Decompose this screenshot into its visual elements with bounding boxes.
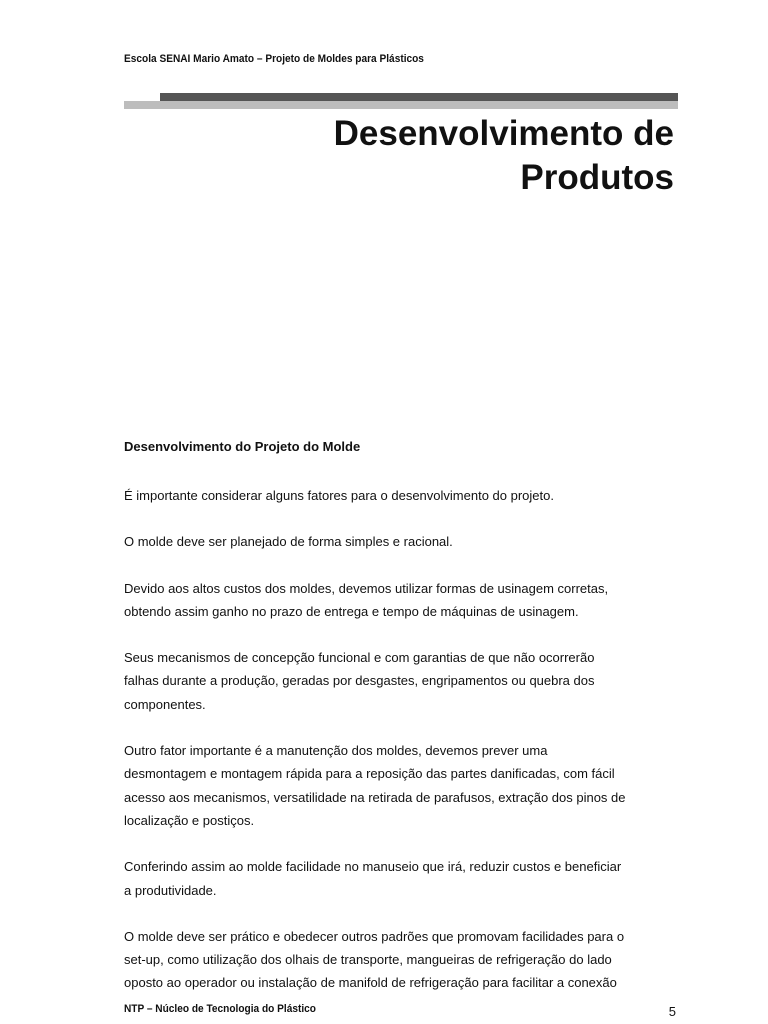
chapter-title-line-2: Produtos [520, 158, 674, 197]
chapter-title [174, 112, 674, 200]
paragraph-line: Devido aos altos custos dos moldes, devemos utilizar formas de usinagem corretas, [124, 580, 609, 596]
section-heading: Desenvolvimento do Projeto do Molde [124, 439, 361, 454]
header-rule-dark [160, 93, 678, 101]
paragraph-line: localização e postiços. [124, 812, 255, 828]
page-header: Escola SENAI Mario Amato – Projeto de Moldes para Plásticos [124, 53, 424, 65]
paragraph-4 [124, 646, 684, 716]
header-rule-light [124, 101, 678, 109]
paragraph-line: É importante considerar alguns fatores para o desenvolvimento do projeto. [124, 488, 554, 503]
paragraph-line: set-up, como utilização dos olhais de transporte, mangueiras de refrigeração do lado [124, 952, 612, 968]
paragraph-line: O molde deve ser prático e obedecer outros padrões que promovam facilidades para o [124, 928, 625, 944]
chapter-title-line-1: Desenvolvimento de [333, 114, 674, 153]
paragraph-line: obtendo assim ganho no prazo de entrega e tempo de máquinas de usinagem. [124, 603, 579, 619]
paragraph-3 [124, 577, 684, 624]
paragraph-7 [124, 925, 684, 995]
paragraph-6 [124, 855, 684, 902]
page-footer: NTP – Núcleo de Tecnologia do Plástico [124, 1003, 316, 1015]
paragraph-line: O molde deve ser planejado de forma simples e racional. [124, 534, 453, 550]
paragraph-line: a produtividade. [124, 882, 217, 898]
paragraph-2 [124, 530, 684, 553]
page-number: 5 [668, 1004, 676, 1019]
paragraph-5 [124, 739, 684, 832]
paragraph-line: componentes. [124, 696, 206, 712]
paragraph-1 [124, 484, 684, 507]
paragraph-line: Outro fator importante é a manutenção dos moldes, devemos prever uma [124, 743, 548, 759]
body-content [124, 438, 684, 1018]
paragraph-line: falhas durante a produção, geradas por desgastes, engripamentos ou quebra dos [124, 673, 595, 689]
paragraph-line: Conferindo assim ao molde facilidade no manuseio que irá, reduzir custos e beneficiar [124, 859, 622, 875]
paragraph-line: Seus mecanismos de concepção funcional e com garantias de que não ocorrerão [124, 650, 595, 666]
paragraph-line: desmontagem e montagem rápida para a reposição das partes danificadas, com fácil [124, 766, 615, 782]
paragraph-line: oposto ao operador ou instalação de manifold de refrigeração para facilitar a conexão [124, 975, 617, 991]
paragraph-line: acesso aos mecanismos, versatilidade na retirada de parafusos, extração dos pinos de [124, 789, 626, 805]
